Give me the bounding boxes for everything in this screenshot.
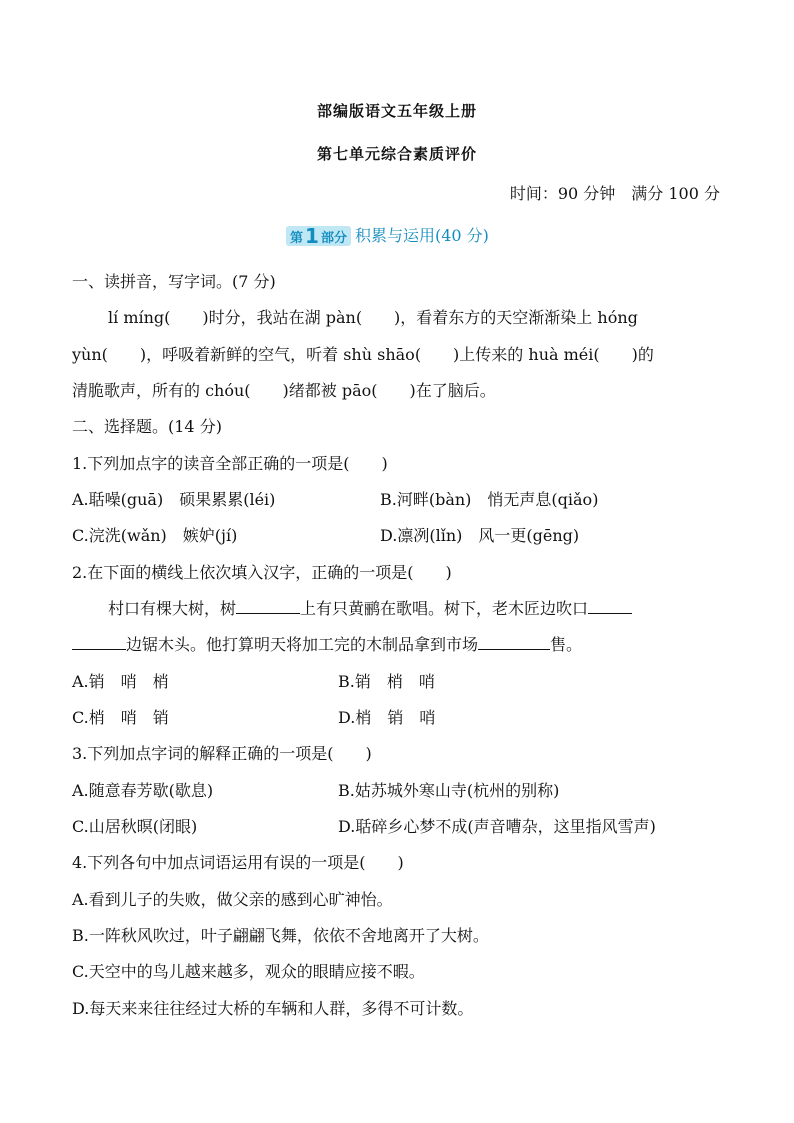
q2-item4-option-a: A.看到儿子的失败，做父亲的感到心旷神怡。 — [72, 890, 393, 909]
q2-item3-stem: 3.下列加点字词的解释正确的一项是( ) — [72, 744, 372, 763]
q2-item1-option-a: A.聒噪(guā) 硕果累累(léi) — [72, 490, 276, 509]
time-info: 时间：90 分钟 满分 100 分 — [509, 184, 720, 203]
q2-item1-option-b: B.河畔(bàn) 悄无声息(qiǎo) — [380, 490, 599, 509]
q1-line2: yùn( )，呼吸着新鲜的空气，听着 shù shāo( )上传来的 huà méi( )的 — [72, 345, 654, 364]
q2-item1-option-c: C.浣洗(wǎn) 嫉妒(jí) — [72, 526, 238, 545]
q2-item3-option-a: A.随意春芳歇(歇息) — [72, 781, 214, 800]
page-title: 部编版语文五年级上册 — [316, 102, 477, 120]
fill-blank-3[interactable] — [478, 635, 550, 650]
q2-item3-option-c: C.山居秋暝(闭眼) — [72, 817, 198, 836]
q2-item1-option-d: D.凛冽(lǐn) 风一更(gēng) — [380, 526, 580, 545]
q2-item1-stem: 1.下列加点字的读音全部正确的一项是( ) — [72, 454, 388, 473]
fill-blank-2b[interactable] — [72, 635, 126, 650]
q2-item2-option-b: B.销 梢 哨 — [338, 672, 435, 691]
q2-item2-text-b: 上有只黄鹂在歌唱。树下，老木匠边吹口 — [300, 599, 589, 618]
fill-blank-1[interactable] — [236, 599, 300, 614]
fill-blank-2a[interactable] — [588, 599, 632, 614]
q2-item2-option-d: D.梢 销 哨 — [338, 708, 436, 727]
badge-prefix: 第 — [290, 230, 304, 246]
q2-item4-option-b: B.一阵秋风吹过，叶子翩翩飞舞，依依不舍地离开了大树。 — [72, 926, 489, 945]
q1-line3: 清脆歌声，所有的 chóu( )绪都被 pāo( )在了脑后。 — [72, 381, 496, 400]
q2-item2-text-line1 — [108, 596, 632, 619]
q2-item4-option-c: C.天空中的鸟儿越来越多，观众的眼睛应接不暇。 — [72, 962, 425, 981]
q1-line1: lí míng( )时分，我站在湖 pàn( )，看着东方的天空渐渐染上 hóng — [108, 308, 638, 327]
q2-item2-stem: 2.在下面的横线上依次填入汉字，正确的一项是( ) — [72, 563, 452, 582]
q2-item2-text-c: 边锯木头。他打算明天将加工完的木制品拿到市场 — [126, 635, 479, 654]
q2-item2-text-d: 售。 — [550, 635, 583, 654]
q2-item2-option-c: C.梢 哨 销 — [72, 708, 169, 727]
q2-item4-stem: 4.下列各句中加点词语运用有误的一项是( ) — [72, 853, 404, 872]
badge-suffix: 部分 — [320, 230, 347, 246]
q2-item3-option-b: B.姑苏城外寒山寺(杭州的别称) — [338, 781, 560, 800]
q2-item2-text-line2 — [72, 632, 582, 655]
section-header — [286, 220, 489, 246]
q2-item4-option-d: D.每天来来往往经过大桥的车辆和人群，多得不可计数。 — [72, 999, 474, 1018]
page-subtitle: 第七单元综合素质评价 — [316, 145, 477, 163]
section-title: 积累与运用(40 分) — [354, 226, 489, 245]
q2-item2-text-a: 村口有棵大树，树 — [108, 599, 237, 618]
q2-item3-option-d: D.聒碎乡心梦不成(声音嘈杂，这里指风雪声) — [338, 817, 656, 836]
q1-heading: 一、读拼音，写字词。(7 分) — [72, 272, 276, 291]
section-badge — [286, 226, 351, 246]
badge-number: 1 — [305, 224, 319, 248]
q2-item2-option-a: A.销 哨 梢 — [72, 672, 169, 691]
q2-heading: 二、选择题。(14 分) — [72, 417, 222, 436]
